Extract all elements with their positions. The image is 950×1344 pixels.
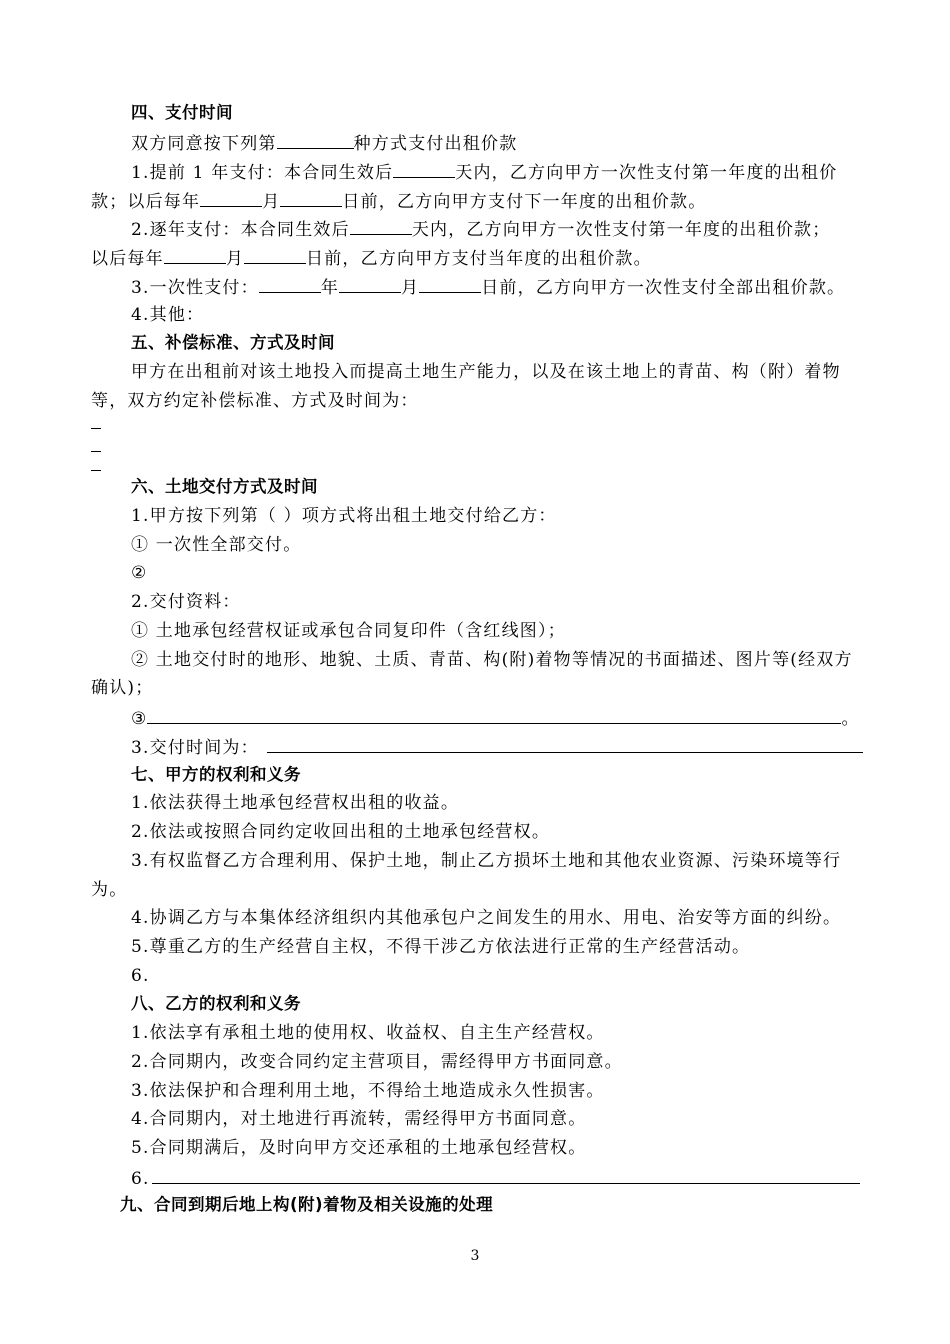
s6-line5: ① 土地承包经营权证或承包合同复印件（含红线图）；: [131, 621, 566, 641]
s8-line2: 2.合同期内，改变合同约定主营项目，需经得甲方书面同意。: [131, 1052, 623, 1072]
blank-field[interactable]: [200, 186, 262, 207]
s8-line5: 5.合同期满后，及时向甲方交还承租的土地承包经营权。: [131, 1138, 587, 1158]
blank-field[interactable]: [393, 157, 455, 178]
s8-line3: 3.依法保护和合理利用土地，不得给土地造成永久性损害。: [131, 1081, 605, 1101]
s7-line5: 4.协调乙方与本集体经济组织内其他承包户之间发生的用水、用电、治安等方面的纠纷。: [131, 908, 842, 928]
s7-line7: 6.: [131, 966, 150, 986]
s7-line1: 1.依法获得土地承包经营权出租的收益。: [131, 793, 460, 813]
blank-field[interactable]: [280, 186, 342, 207]
section-7-heading: 七、甲方的权利和义务: [131, 765, 301, 784]
blank-field[interactable]: [147, 703, 841, 724]
s4-intro: 双方同意按下列第 种方式支付出租价款: [131, 128, 517, 158]
s8-line6: 6.: [131, 1163, 860, 1193]
blank-field[interactable]: [164, 243, 226, 264]
s8-line1: 1.依法享有承租土地的使用权、收益权、自主生产经营权。: [131, 1023, 605, 1043]
s6-line8: ③ 。: [131, 703, 860, 733]
section-8-heading: 八、乙方的权利和义务: [131, 994, 301, 1013]
section-5-heading: 五、补偿标准、方式及时间: [131, 333, 335, 352]
blank-field[interactable]: [277, 128, 354, 149]
s6-line3: ②: [131, 563, 148, 583]
s6-line4: 2.交付资料：: [131, 592, 241, 612]
s6-line9: 3.交付时间为：: [131, 732, 863, 762]
s7-line6: 5.尊重乙方的生产经营自主权，不得干涉乙方依法进行正常的生产经营活动。: [131, 937, 751, 957]
s4-item2-cont: 以后每年 月 日前，乙方向甲方支付当年度的出租价款。: [91, 243, 652, 273]
blank-field[interactable]: [419, 272, 481, 293]
s6-line6: ② 土地交付时的地形、地貌、土质、青苗、构(附)着物等情况的书面描述、图片等(经双方: [131, 650, 853, 670]
delivery-time-field[interactable]: [267, 732, 863, 753]
section-4-heading: 四、支付时间: [131, 103, 233, 122]
s8-line4: 4.合同期内，对土地进行再流转，需经得甲方书面同意。: [131, 1109, 587, 1129]
s4-item4: 4.其他：: [131, 305, 205, 325]
s4-item1: 1.提前 1 年支付：本合同生效后 天内，乙方向甲方一次性支付第一年度的出租价: [131, 157, 837, 187]
s4-item3: 3.一次性支付： 年 月 日前，乙方向甲方一次性支付全部出租价款。: [131, 272, 845, 302]
blank-line-marker: [91, 470, 101, 471]
blank-field[interactable]: [339, 272, 401, 293]
s7-line3: 3.有权监督乙方合理利用、保护土地，制止乙方损坏土地和其他农业资源、污染环境等行: [131, 851, 842, 871]
blank-field[interactable]: [152, 1163, 860, 1184]
s7-line2: 2.依法或按照合同约定收回出租的土地承包经营权。: [131, 822, 551, 842]
s6-line2: ① 一次性全部交付。: [131, 535, 302, 555]
blank-field[interactable]: [259, 272, 321, 293]
section-6-heading: 六、土地交付方式及时间: [131, 477, 318, 496]
s5-paragraph-line2: 等，双方约定补偿标准、方式及时间为：: [91, 391, 419, 411]
s7-line4: 为。: [91, 880, 128, 900]
blank-line-marker: [91, 428, 101, 429]
blank-line-marker: [91, 451, 101, 452]
s4-item2: 2.逐年支付：本合同生效后 天内，乙方向甲方一次性支付第一年度的出租价款；: [131, 214, 830, 244]
blank-field[interactable]: [350, 214, 412, 235]
s6-line7: 确认)；: [91, 678, 154, 698]
blank-field[interactable]: [244, 243, 306, 264]
s4-item1-cont: 款；以后每年 月 日前，乙方向甲方支付下一年度的出租价款。: [91, 186, 706, 216]
s6-line1: 1.甲方按下列第（ ）项方式将出租土地交付给乙方：: [131, 506, 557, 526]
section-9-heading: 九、合同到期后地上构(附)着物及相关设施的处理: [120, 1195, 494, 1214]
s5-paragraph-line1: 甲方在出租前对该土地投入而提高土地生产能力，以及在该土地上的青苗、构（附）着物: [131, 362, 841, 382]
page-number: 3: [470, 1248, 480, 1264]
